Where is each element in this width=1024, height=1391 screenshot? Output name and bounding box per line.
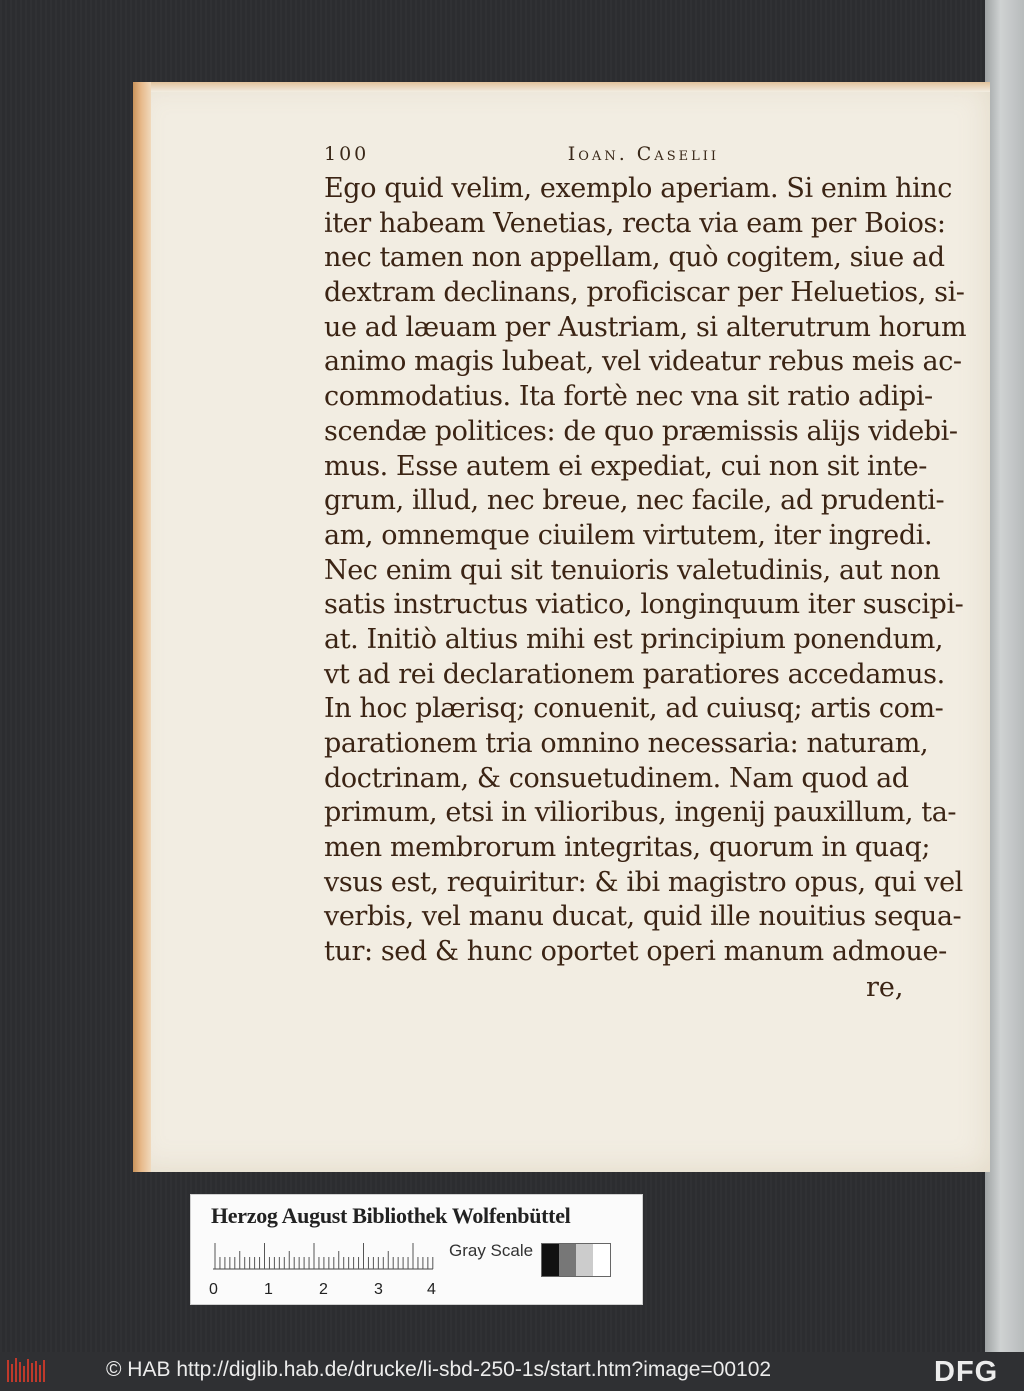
text-line: iter habeam Venetias, recta via eam per Boios: bbox=[324, 207, 946, 239]
ruler-scale bbox=[213, 1241, 435, 1271]
text-line: parationem tria omnino necessaria: naturam, bbox=[324, 728, 929, 759]
ruler-label: 2 bbox=[319, 1281, 328, 1298]
text-line: vt ad rei declarationem paratiores accedamus. bbox=[324, 658, 945, 690]
ruler-label: 4 bbox=[427, 1281, 436, 1298]
ruler-label: 1 bbox=[264, 1281, 273, 1298]
catchword: re, bbox=[866, 972, 904, 1003]
page-header bbox=[324, 143, 719, 169]
library-title: Herzog August Bibliothek Wolfenbüttel bbox=[211, 1203, 571, 1228]
ruler-labels bbox=[209, 1281, 449, 1301]
text-line: tur: sed & hunc oportet operi manum admoue- bbox=[324, 936, 947, 968]
text-line: nec tamen non appellam, quò cogitem, siue ad bbox=[324, 242, 945, 274]
text-line: vsus est, requiritur: & ibi magistro opus, qui vel bbox=[324, 866, 963, 898]
text-line: Ego quid velim, exemplo aperiam. Si enim hinc bbox=[324, 173, 953, 204]
text-line: primum, etsi in vilioribus, ingenij pauxillum, ta- bbox=[324, 797, 957, 829]
gray-swatch-cell bbox=[593, 1244, 610, 1276]
text-line: satis instructus viatico, longinquum iter suscipi- bbox=[324, 589, 964, 621]
ruler-label: 0 bbox=[209, 1281, 218, 1298]
dfg-logo: DFG bbox=[934, 1356, 999, 1388]
copyright-url-link[interactable]: © HAB http://diglib.hab.de/drucke/li-sbd-250-1s/start.htm?image=00102 bbox=[106, 1358, 772, 1381]
text-line: commodatius. Ita fortè nec vna sit ratio adipi- bbox=[324, 381, 933, 413]
gray-swatch-cell bbox=[559, 1244, 576, 1276]
text-line: am, omnemque ciuilem virtutem, iter ingredi. bbox=[324, 519, 933, 551]
gray-scale-label: Gray Scale bbox=[449, 1241, 534, 1260]
text-line: dextram declinans, proficiscar per Heluetios, si- bbox=[324, 277, 965, 309]
gray-swatch-cell bbox=[542, 1244, 559, 1276]
text-line: verbis, vel manu ducat, quid ille nouitius sequa- bbox=[324, 901, 962, 933]
text-line: Nec enim qui sit tenuioris valetudinis, aut non bbox=[324, 554, 941, 586]
text-line: scendæ politices: de quo præmissis alijs videbi- bbox=[324, 415, 958, 447]
text-line: mus. Esse autem ei expediat, cui non sit inte- bbox=[324, 450, 928, 482]
running-head: Ioan. Caselii bbox=[567, 143, 719, 165]
gray-swatch-cell bbox=[576, 1244, 593, 1276]
facing-page-edge bbox=[985, 0, 1024, 1352]
gray-scale-swatch bbox=[541, 1243, 611, 1277]
body-text bbox=[324, 172, 967, 970]
text-line: grum, illud, nec breue, nec facile, ad prudenti- bbox=[324, 485, 945, 517]
text-line: men membrorum integritas, quorum in quaq; bbox=[324, 832, 931, 864]
text-line: at. Initiò altius mihi est principium ponendum, bbox=[324, 623, 944, 655]
page-number: 100 bbox=[324, 143, 370, 165]
text-line: In hoc plærisq; conuenit, ad cuiusq; artis com- bbox=[324, 693, 944, 725]
text-line: ue ad læuam per Austriam, si alterutrum horum bbox=[324, 311, 967, 343]
text-line: animo magis lubeat, vel videatur rebus meis ac- bbox=[324, 346, 962, 378]
hab-barcode-logo-icon bbox=[6, 1356, 48, 1386]
library-color-card bbox=[190, 1194, 643, 1305]
page-top-edge bbox=[133, 82, 990, 92]
page-gilt-edge bbox=[133, 82, 151, 1172]
ruler-label: 3 bbox=[374, 1281, 383, 1298]
text-line: doctrinam, & consuetudinem. Nam quod ad bbox=[324, 762, 909, 794]
